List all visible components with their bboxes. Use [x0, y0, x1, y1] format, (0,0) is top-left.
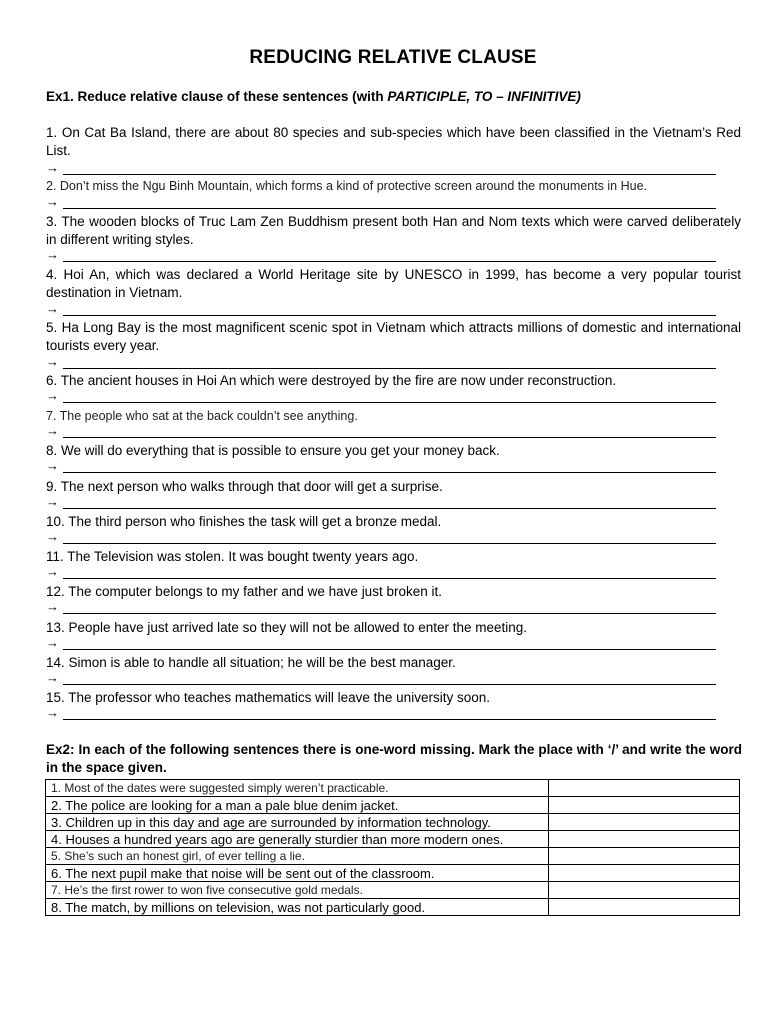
answer-blank: [63, 174, 716, 175]
sentence-cell: 6. The next pupil make that noise will be sent out of the classroom.: [46, 865, 549, 882]
answer-line-5[interactable]: [46, 354, 716, 371]
arrow-icon: →: [46, 494, 59, 509]
answer-blank: [63, 508, 716, 509]
answer-line-7[interactable]: [46, 423, 716, 440]
question-6: 6. The ancient houses in Hoi An which were destroyed by the fire are now under reconstruction.: [46, 373, 617, 388]
answer-cell[interactable]: [549, 882, 740, 899]
answer-line-3[interactable]: [46, 247, 716, 264]
answer-line-4[interactable]: [46, 301, 716, 318]
question-2: 2. Don’t miss the Ngu Binh Mountain, which forms a kind of protective screen around the monuments in Hue.: [46, 179, 647, 193]
table-row: [46, 780, 740, 797]
question-15: 15. The professor who teaches mathematics will leave the university soon.: [46, 690, 490, 705]
answer-blank: [63, 368, 716, 369]
exercise-1-heading: [46, 89, 746, 104]
sentence-cell: 8. The match, by millions on television, was not particularly good.: [46, 899, 549, 916]
question-3: 3. The wooden blocks of Truc Lam Zen Buddhism present both Han and Nom texts which were carved deliberately in different writing styles.: [46, 214, 741, 247]
answer-cell[interactable]: [549, 831, 740, 848]
answer-blank: [63, 543, 716, 544]
table-row: [46, 899, 740, 916]
question-11: 11. The Television was stolen. It was bought twenty years ago.: [46, 549, 419, 564]
arrow-icon: →: [46, 354, 59, 369]
answer-cell[interactable]: [549, 814, 740, 831]
exercise-1-heading-text: Ex1. Reduce relative clause of these sentences (with: [46, 89, 388, 104]
answer-cell[interactable]: [549, 848, 740, 865]
arrow-icon: →: [46, 564, 59, 579]
sentence-cell: 7. He’s the first rower to won five consecutive gold medals.: [46, 882, 549, 899]
question-9: 9. The next person who walks through that door will get a surprise.: [46, 479, 443, 494]
question-10: 10. The third person who finishes the task will get a bronze medal.: [46, 514, 442, 529]
page-title: REDUCING RELATIVE CLAUSE: [249, 47, 537, 68]
answer-line-13[interactable]: [46, 635, 716, 652]
answer-line-10[interactable]: [46, 529, 716, 546]
answer-blank: [63, 437, 716, 438]
exercise-2-heading: Ex2: In each of the following sentences there is one-word missing. Mark the place with ‘/’ and write the word in the space given.: [46, 742, 742, 775]
answer-blank: [63, 649, 716, 650]
arrow-icon: →: [46, 388, 59, 403]
answer-line-2[interactable]: [46, 194, 716, 211]
sentence-cell: 5. She’s such an honest girl, of ever telling a lie.: [46, 848, 549, 865]
answer-line-11[interactable]: [46, 564, 716, 581]
answer-line-6[interactable]: [46, 388, 716, 405]
answer-line-12[interactable]: [46, 599, 716, 616]
answer-cell[interactable]: [549, 899, 740, 916]
answer-blank: [63, 472, 716, 473]
question-1: 1. On Cat Ba Island, there are about 80 species and sub-species which have been classified in the Vietnam’s Red List.: [46, 125, 741, 158]
answer-blank: [63, 208, 716, 209]
arrow-icon: →: [46, 160, 59, 175]
arrow-icon: →: [46, 194, 59, 209]
sentence-cell: 2. The police are looking for a man a pale blue denim jacket.: [46, 797, 549, 814]
arrow-icon: →: [46, 301, 59, 316]
table-row: [46, 814, 740, 831]
answer-blank: [63, 402, 716, 403]
answer-cell[interactable]: [549, 865, 740, 882]
answer-line-15[interactable]: [46, 705, 716, 722]
arrow-icon: →: [46, 247, 59, 262]
question-14: 14. Simon is able to handle all situation; he will be the best manager.: [46, 655, 456, 670]
question-7: 7. The people who sat at the back couldn’t see anything.: [46, 409, 358, 423]
arrow-icon: →: [46, 705, 59, 720]
answer-blank: [63, 684, 716, 685]
arrow-icon: →: [46, 423, 59, 438]
question-8: 8. We will do everything that is possible to ensure you get your money back.: [46, 443, 500, 458]
answer-blank: [63, 261, 716, 262]
arrow-icon: →: [46, 458, 59, 473]
answer-cell[interactable]: [549, 780, 740, 797]
answer-blank: [63, 578, 716, 579]
exercise-2-table: [45, 779, 740, 916]
arrow-icon: →: [46, 599, 59, 614]
table-row: [46, 797, 740, 814]
answer-line-8[interactable]: [46, 458, 716, 475]
table-row: [46, 865, 740, 882]
table-row: [46, 848, 740, 865]
answer-line-1[interactable]: [46, 160, 716, 177]
sentence-cell: 1. Most of the dates were suggested simply weren’t practicable.: [46, 780, 549, 797]
table-row: [46, 831, 740, 848]
sentence-cell: 4. Houses a hundred years ago are generally sturdier than more modern ones.: [46, 831, 549, 848]
question-12: 12. The computer belongs to my father and we have just broken it.: [46, 584, 442, 599]
sentence-cell: 3. Children up in this day and age are surrounded by information technology.: [46, 814, 549, 831]
answer-blank: [63, 719, 716, 720]
table-row: [46, 882, 740, 899]
answer-line-14[interactable]: [46, 670, 716, 687]
answer-line-9[interactable]: [46, 494, 716, 511]
answer-cell[interactable]: [549, 797, 740, 814]
arrow-icon: →: [46, 670, 59, 685]
question-4: 4. Hoi An, which was declared a World Heritage site by UNESCO in 1999, has become a very popular tourist destination in Vietnam.: [46, 267, 741, 300]
answer-blank: [63, 613, 716, 614]
question-5: 5. Ha Long Bay is the most magnificent scenic spot in Vietnam which attracts millions of domestic and international tourists every year.: [46, 320, 741, 353]
question-13: 13. People have just arrived late so they will not be allowed to enter the meeting.: [46, 620, 528, 635]
arrow-icon: →: [46, 529, 59, 544]
answer-blank: [63, 315, 716, 316]
arrow-icon: →: [46, 635, 59, 650]
exercise-1-heading-emphasis: PARTICIPLE, TO – INFINITIVE): [387, 89, 581, 104]
